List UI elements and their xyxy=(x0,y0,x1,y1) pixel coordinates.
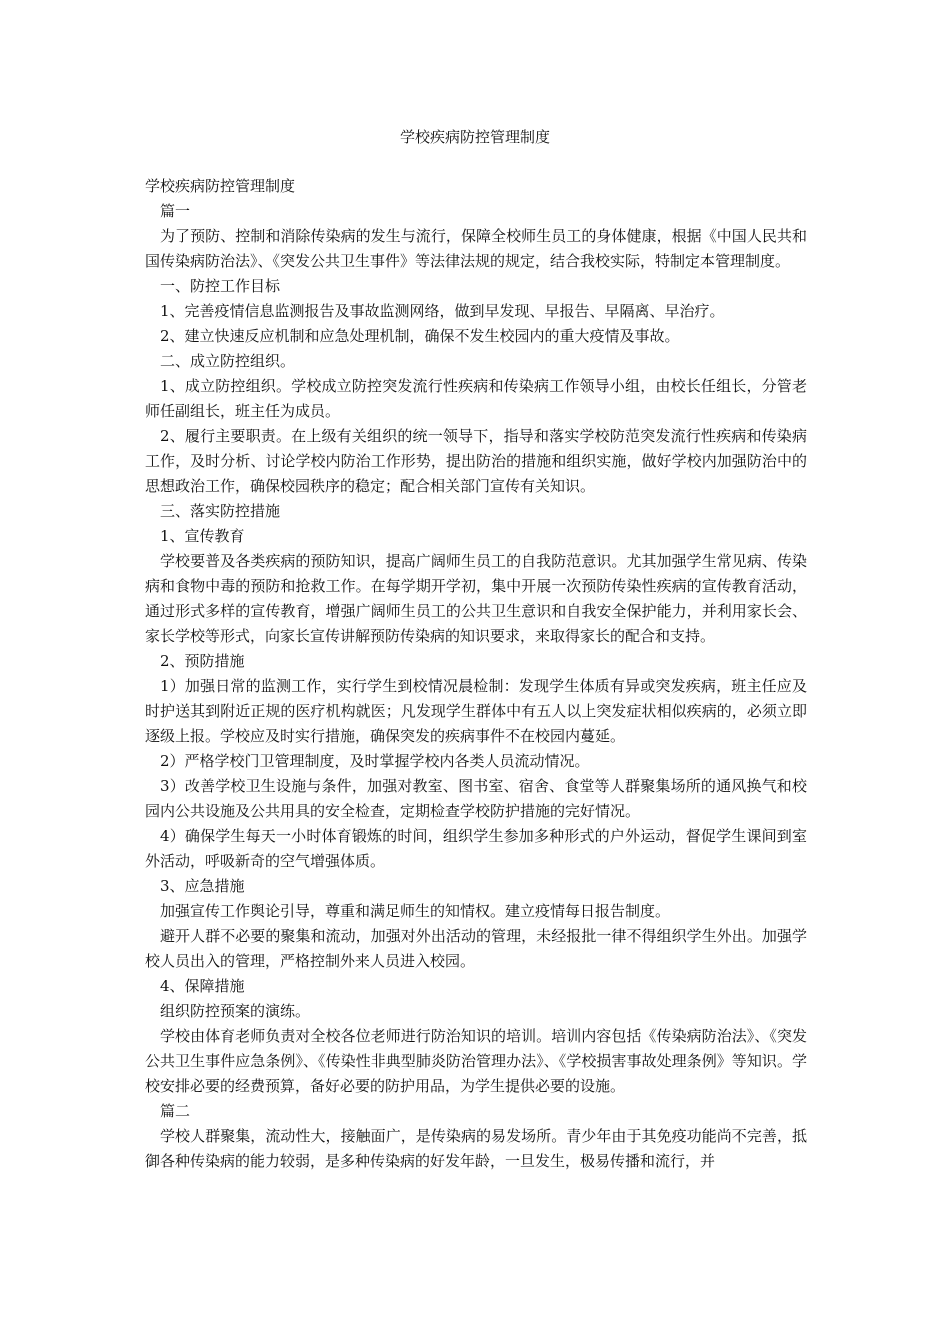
paragraph: 1、完善疫情信息监测报告及事故监测网络，做到早发现、早报告、早隔离、早治疗。 xyxy=(160,302,725,320)
paragraph: 篇二 xyxy=(160,1102,191,1120)
paragraph: 3）改善学校卫生设施与条件，加强对教室、图书室、宿舍、食堂等人群聚集场所的通风换气和校园内公共设施及公共用具的安全检查，定期检查学校防护措施的完好情况。 xyxy=(145,777,807,820)
paragraph: 2）严格学校门卫管理制度，及时掌握学校内各类人员流动情况。 xyxy=(160,752,590,770)
paragraph: 加强宣传工作舆论引导，尊重和满足师生的知情权。建立疫情每日报告制度。 xyxy=(160,902,671,920)
paragraph: 1、成立防控组织。学校成立防控突发流行性疾病和传染病工作领导小组，由校长任组长，分管老师任副组长，班主任为成员。 xyxy=(145,377,807,420)
paragraph: 学校疾病防控管理制度 xyxy=(145,177,296,195)
paragraph: 1）加强日常的监测工作，实行学生到校情况晨检制：发现学生体质有异或突发疾病，班主任应及时护送其到附近正规的医疗机构就医；凡发现学生群体中有五人以上突发症状相似疾病的，必须立即逐级上报。学校应及时实行措施，确保突发的疾病事件不在校园内蔓延。 xyxy=(145,677,807,745)
paragraph: 二、成立防控组织。 xyxy=(160,352,296,370)
paragraph: 组织防控预案的演练。 xyxy=(160,1002,311,1020)
paragraph: 为了预防、控制和消除传染病的发生与流行，保障全校师生员工的身体健康，根据《中国人民共和国传染病防治法》、《突发公共卫生事件》等法律法规的规定，结合我校实际，特制定本管理制度。 xyxy=(145,227,807,270)
paragraph: 学校要普及各类疾病的预防知识，提高广阔师生员工的自我防范意识。尤其加强学生常见病、传染病和食物中毒的预防和抢救工作。在每学期开学初，集中开展一次预防传染性疾病的宣传教育活动，通过形式多样的宣传教育，增强广阔师生员工的公共卫生意识和自我安全保护能力，并利用家长会、家长学校等形式，向家长宣传讲解预防传染病的知识要求，来取得家长的配合和支持。 xyxy=(145,552,807,645)
paragraph: 三、落实防控措施 xyxy=(160,502,281,520)
paragraph: 2、履行主要职责。在上级有关组织的统一领导下，指导和落实学校防范突发流行性疾病和传染病工作，及时分析、讨论学校内防治工作形势，提出防治的措施和组织实施，做好学校内加强防治中的思想政治工作，确保校园秩序的稳定；配合相关部门宣传有关知识。 xyxy=(145,427,807,495)
paragraph: 2、建立快速反应机制和应急处理机制，确保不发生校园内的重大疫情及事故。 xyxy=(160,327,680,345)
paragraph: 2、预防措施 xyxy=(160,652,245,670)
paragraph: 一、防控工作目标 xyxy=(160,277,281,295)
document-body xyxy=(145,174,807,1174)
paragraph: 4、保障措施 xyxy=(160,977,245,995)
paragraph: 学校人群聚集，流动性大，接触面广，是传染病的易发场所。青少年由于其免疫功能尚不完善，抵御各种传染病的能力较弱，是多种传染病的好发年龄，一旦发生，极易传播和流行，并 xyxy=(145,1127,807,1170)
paragraph: 学校由体育老师负责对全校各位老师进行防治知识的培训。培训内容包括《传染病防治法》、《突发公共卫生事件应急条例》、《传染性非典型肺炎防治管理办法》、《学校损害事故处理条例》等知识。学校安排必要的经费预算，备好必要的防护用品，为学生提供必要的设施。 xyxy=(145,1027,807,1095)
paragraph: 避开人群不必要的聚集和流动，加强对外出活动的管理，未经报批一律不得组织学生外出。加强学校人员出入的管理，严格控制外来人员进入校园。 xyxy=(145,927,807,970)
paragraph: 篇一 xyxy=(160,202,191,220)
document-title: 学校疾病防控管理制度 xyxy=(399,128,550,146)
paragraph: 3、应急措施 xyxy=(160,877,245,895)
paragraph: 4）确保学生每天一小时体育锻炼的时间，组织学生参加多种形式的户外运动，督促学生课间到室外活动，呼吸新奇的空气增强体质。 xyxy=(145,827,807,870)
paragraph: 1、宣传教育 xyxy=(160,527,245,545)
